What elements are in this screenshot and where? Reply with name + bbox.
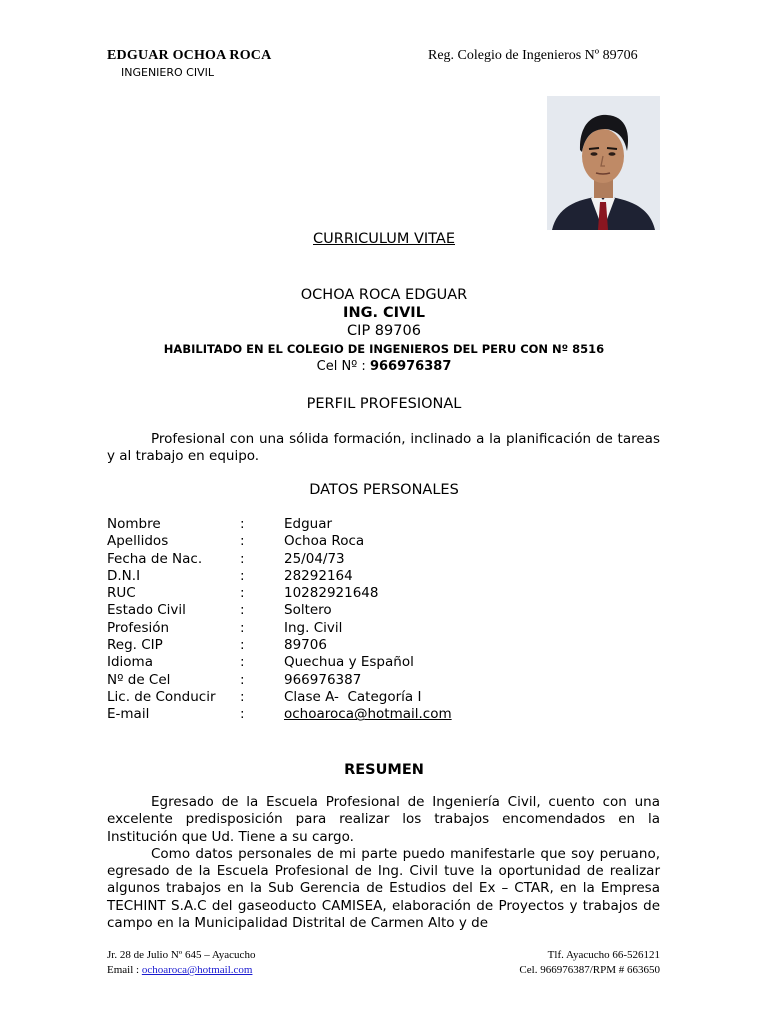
footer-email-link[interactable]: ochoaroca@hotmail.com — [141, 964, 253, 976]
footer-cel: Cel. 966976387/RPM # 663650 — [519, 964, 660, 976]
datos-value: Ing. Civil — [284, 619, 343, 636]
datos-label: Nº de Cel — [107, 671, 171, 688]
datos-value: 28292164 — [284, 567, 353, 584]
datos-row — [107, 585, 667, 602]
datos-row — [107, 533, 667, 550]
datos-colon: : — [240, 533, 245, 550]
cel-line — [0, 359, 768, 374]
cel-number: 966976387 — [369, 359, 452, 374]
datos-label: Lic. de Conducir — [107, 688, 216, 705]
perfil-text: Profesional con una sólida formación, inclinado a la planificación de tareas y al trabajo en equipo. — [107, 431, 660, 464]
datos-colon: : — [240, 688, 245, 705]
datos-label: Apellidos — [107, 533, 169, 550]
footer-email-label: Email : — [107, 964, 142, 976]
datos-row — [107, 551, 667, 568]
datos-colon: : — [240, 706, 245, 723]
header-subtitle: INGENIERO CIVIL — [121, 66, 214, 79]
resumen-paragraph: Egresado de la Escuela Profesional de Ingeniería Civil, cuento con una excelente predisposición para realizar los trabajos encomendados en la Institución que Ud. Tiene a su cargo. — [107, 794, 660, 845]
cel-label: Cel Nº : — [316, 359, 366, 374]
resumen-paragraph: Como datos personales de mi parte puedo manifestarle que soy peruano, egresado de la Escuela Profesional de Ing. Civil tuve la oportunidad de realizar algunos trabajos en la Sub Gerencia de Estudios del Ex – CTAR, en la Empresa TECHINT S.A.C del gaseoducto CAMISEA, elaboración de Proyectos y trabajos de campo en la Municipalidad Distrital de Carmen Alto y de — [107, 845, 660, 932]
datos-colon: : — [240, 619, 245, 636]
datos-value: 966976387 — [284, 671, 362, 688]
datos-row — [107, 568, 667, 585]
datos-label: Nombre — [107, 516, 161, 532]
datos-row — [107, 706, 667, 723]
datos-label: Estado Civil — [107, 602, 186, 619]
profession: ING. CIVIL — [343, 305, 425, 321]
cv-title: CURRICULUM VITAE — [313, 231, 455, 247]
datos-table — [107, 516, 667, 724]
footer-phone: Tlf. Ayacucho 66-526121 — [547, 949, 660, 961]
datos-colon: : — [240, 637, 245, 654]
datos-value: Ochoa Roca — [284, 533, 365, 550]
datos-value: Edguar — [284, 516, 333, 532]
datos-label: Reg. CIP — [107, 637, 163, 654]
datos-label: Idioma — [107, 654, 153, 671]
portrait-icon — [547, 96, 660, 230]
datos-label: Fecha de Nac. — [107, 550, 203, 567]
datos-row — [107, 602, 667, 619]
datos-label: RUC — [107, 585, 136, 602]
datos-value: Soltero — [284, 602, 332, 619]
header-registration: Reg. Colegio de Ingenieros Nº 89706 — [428, 48, 638, 63]
header-name: EDGUAR OCHOA ROCA — [107, 48, 272, 63]
datos-colon: : — [240, 585, 245, 602]
datos-label: E-mail — [107, 706, 150, 723]
footer-email — [107, 964, 252, 976]
datos-row — [107, 516, 667, 533]
full-name: OCHOA ROCA EDGUAR — [300, 287, 468, 303]
datos-value: 10282921648 — [284, 585, 379, 602]
datos-row — [107, 654, 667, 671]
datos-colon: : — [240, 516, 245, 532]
datos-value: Clase A- Categoría I — [284, 688, 422, 705]
perfil-heading: PERFIL PROFESIONAL — [306, 396, 462, 412]
habilitado-line: HABILITADO EN EL COLEGIO DE INGENIEROS DEL PERU CON Nº 8516 — [163, 342, 605, 356]
datos-row — [107, 689, 667, 706]
datos-row — [107, 620, 667, 637]
datos-colon: : — [240, 602, 245, 619]
datos-row — [107, 672, 667, 689]
resumen-body — [107, 794, 660, 932]
datos-colon: : — [240, 654, 245, 671]
datos-label: D.N.I — [107, 567, 141, 584]
resumen-heading: RESUMEN — [344, 762, 424, 778]
datos-colon: : — [240, 671, 245, 688]
datos-value: Quechua y Español — [284, 654, 414, 671]
datos-row — [107, 637, 667, 654]
datos-colon: : — [240, 550, 245, 567]
cip-number: CIP 89706 — [347, 323, 421, 339]
datos-value: 25/04/73 — [284, 550, 345, 567]
datos-value: 89706 — [284, 637, 327, 654]
portrait-photo — [547, 96, 660, 230]
email-link[interactable]: ochoaroca@hotmail.com — [284, 706, 452, 723]
datos-colon: : — [240, 567, 245, 584]
datos-label: Profesión — [107, 619, 170, 636]
footer-address: Jr. 28 de Julio Nº 645 – Ayacucho — [107, 949, 256, 961]
datos-heading: DATOS PERSONALES — [309, 482, 459, 498]
